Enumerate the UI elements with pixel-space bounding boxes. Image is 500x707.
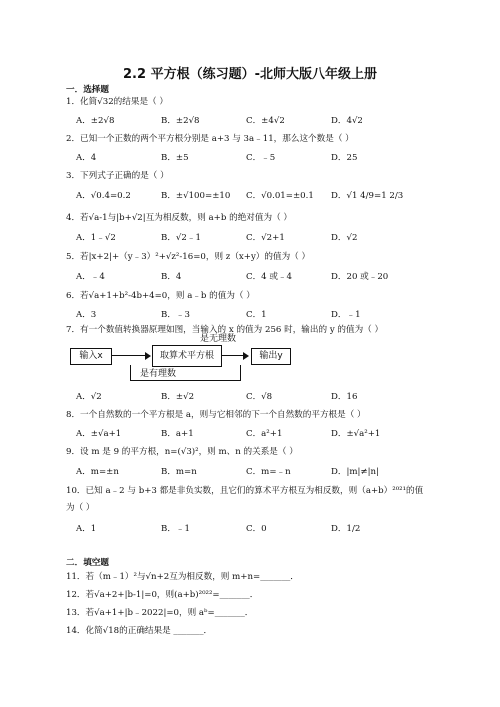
fill-question-11: 11．若（m﹣1）²与√n+2互为相反数，则 m+n=_______． bbox=[66, 572, 299, 582]
option-c: C．√0.01=±0.1 bbox=[246, 191, 314, 201]
flow-label-irrational: 是无理数 bbox=[200, 334, 237, 344]
question-5-options bbox=[76, 272, 416, 283]
flow-arrow-head bbox=[243, 352, 249, 360]
flow-label-rational: 是有理数 bbox=[140, 369, 177, 379]
option-a: A．√0.4=0.2 bbox=[76, 191, 131, 201]
option-b: B．±2√8 bbox=[161, 116, 200, 126]
option-d: D．±√a²+1 bbox=[331, 429, 381, 439]
question-6-options bbox=[76, 310, 416, 321]
option-c: C．﹣5 bbox=[246, 153, 276, 163]
flow-arrow-head bbox=[145, 352, 151, 360]
question-2-stem: 2．已知一个正数的两个平方根分别是 a+3 与 3a﹣11，那么这个数是（ ） bbox=[66, 134, 354, 144]
option-a: A．1 bbox=[76, 524, 97, 534]
section-heading-mcq: 一．选择题 bbox=[66, 85, 109, 95]
question-3-options bbox=[76, 191, 416, 202]
option-d: D．16 bbox=[331, 392, 358, 402]
option-a: A．m=±n bbox=[76, 467, 119, 477]
option-b: B．a+1 bbox=[161, 429, 194, 439]
section-heading-fill: 二．填空题 bbox=[66, 558, 109, 568]
converter-flowchart bbox=[70, 334, 370, 388]
option-c: C．±4√2 bbox=[246, 116, 285, 126]
option-c: C．√2+1 bbox=[246, 233, 285, 243]
question-7-stem: 7．有一个数值转换器原理如图，当输入的 x 的值为 256 时，输出的 y 的值为（ ） bbox=[66, 325, 384, 335]
option-d: D．25 bbox=[331, 153, 358, 163]
option-b: B．m=n bbox=[161, 467, 197, 477]
question-3-stem: 3．下列式子正确的是（ ） bbox=[66, 171, 169, 181]
option-a: A．1﹣√2 bbox=[76, 233, 116, 243]
option-b: B．4 bbox=[161, 272, 182, 282]
option-a: A．±2√8 bbox=[76, 116, 115, 126]
option-a: A．3 bbox=[76, 310, 97, 320]
option-c: C．m=﹣n bbox=[246, 467, 291, 477]
option-b: B．√2﹣1 bbox=[161, 233, 201, 243]
option-d: D．|m|≠|n| bbox=[331, 467, 379, 477]
option-b: B．﹣1 bbox=[161, 524, 190, 534]
question-6-stem: 6．若√a+1+b²-4b+4=0，则 a﹣b 的值为（ ） bbox=[66, 291, 255, 301]
option-d: D．20 或﹣20 bbox=[331, 272, 389, 282]
option-c: C．0 bbox=[246, 524, 267, 534]
option-d: D．√2 bbox=[331, 233, 358, 243]
page-title: 2.2 平方根（练习题）-北师大版八年级上册 bbox=[123, 67, 377, 82]
option-c: C．√8 bbox=[246, 392, 273, 402]
option-b: B．±5 bbox=[161, 153, 189, 163]
question-5-stem: 5．若|x+2|+（y﹣3）²+√z²-16=0，则 z（x+y）的值为（ ） bbox=[66, 252, 311, 262]
option-b: B．±√100=±10 bbox=[161, 191, 231, 201]
question-7-options bbox=[76, 392, 416, 403]
option-c: C．1 bbox=[246, 310, 267, 320]
option-d: D．﹣1 bbox=[331, 310, 361, 320]
question-9-stem: 9．设 m 是 9 的平方根，n=(√3)²，则 m、n 的关系是（ ） bbox=[66, 447, 298, 457]
question-4-options bbox=[76, 233, 416, 244]
option-d: D．√1 4/9=1 2/3 bbox=[331, 191, 404, 201]
question-8-options bbox=[76, 429, 416, 440]
option-b: B．±√2 bbox=[161, 392, 195, 402]
option-a: A．±√a+1 bbox=[76, 429, 122, 439]
option-d: D．4√2 bbox=[331, 116, 363, 126]
question-10-options bbox=[76, 524, 416, 535]
question-1-options bbox=[76, 116, 416, 127]
question-10-stem: 10．已知 a﹣2 与 b+3 都是非负实数，且它们的算术平方根互为相反数，则（a+b）²⁰²¹的值 bbox=[66, 486, 424, 496]
option-a: A．﹣4 bbox=[76, 272, 105, 282]
fill-question-13: 13．若√a+1+|b﹣2022|=0，则 aᵇ=_______． bbox=[66, 608, 254, 618]
question-9-options bbox=[76, 467, 416, 478]
question-4-stem: 4．若√a-1与|b+√2|互为相反数，则 a+b 的绝对值为（ ） bbox=[66, 213, 292, 223]
fill-question-12: 12．若√a+2+|b-1|=0，则(a+b)²⁰²²=_______． bbox=[66, 590, 259, 600]
question-10-stem-cont: 为（ ） bbox=[66, 503, 95, 513]
flow-loop-line bbox=[130, 365, 131, 381]
flow-process-box: 取算术平方根 bbox=[152, 345, 222, 367]
option-a: A．4 bbox=[76, 153, 97, 163]
option-c: C．a²+1 bbox=[246, 429, 283, 439]
option-d: D．1/2 bbox=[331, 524, 361, 534]
option-a: A．√2 bbox=[76, 392, 102, 402]
fill-question-14: 14．化简√18的正确结果是 _______． bbox=[66, 626, 213, 636]
flow-arrow-line bbox=[221, 355, 243, 356]
question-8-stem: 8．一个自然数的一个平方根是 a，则与它相邻的下一个自然数的平方根是（ ） bbox=[66, 410, 366, 420]
question-1-stem: 1．化简√32的结果是（ ） bbox=[66, 97, 168, 107]
flow-output-box: 输出y bbox=[251, 348, 291, 365]
option-b: B．﹣3 bbox=[161, 310, 190, 320]
flow-input-box: 输入x bbox=[70, 348, 112, 365]
flow-loop-line bbox=[240, 365, 241, 381]
question-2-options bbox=[76, 153, 416, 164]
flow-arrow-line bbox=[111, 355, 145, 356]
option-c: C．4 或﹣4 bbox=[246, 272, 293, 282]
